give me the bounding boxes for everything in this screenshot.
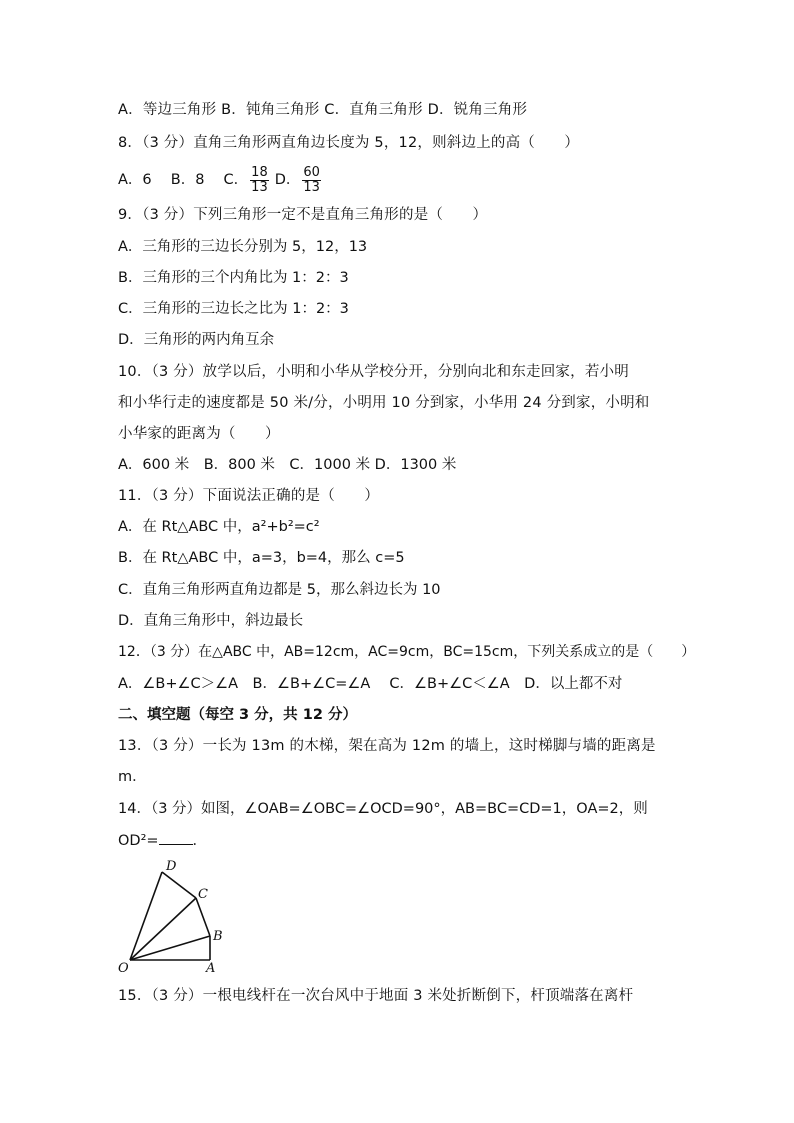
q8-options — [118, 162, 323, 198]
q11-stem: 11．（3 分）下面说法正确的是（ ） — [118, 488, 380, 504]
q9-option-c: C．三角形的三边长之比为 1：2：3 — [118, 301, 349, 317]
q11-option-c: C．直角三角形两直角边都是 5，那么斜边长为 10 — [118, 582, 441, 598]
point-d-label: D — [166, 859, 177, 874]
q11-option-a: A．在 Rt△ABC 中，a²+b²=c² — [118, 519, 320, 535]
q8-c-denominator: 13 — [251, 179, 268, 195]
q8-option-d-fraction — [302, 166, 321, 195]
q10-line1: 10．（3 分）放学以后，小明和小华从学校分开，分别向北和东走回家，若小明 — [118, 364, 629, 380]
point-o-label: O — [118, 961, 129, 976]
q15-line1: 15．（3 分）一根电线杆在一次台风中于地面 3 米处折断倒下，杆顶端落在离杆 — [118, 988, 634, 1004]
q9-option-d: D．三角形的两内角互余 — [118, 332, 275, 348]
q14-line2 — [118, 830, 207, 851]
q13-line2: m． — [118, 769, 147, 785]
segment-bc — [196, 898, 210, 936]
segment-cd — [162, 872, 196, 898]
q8-d-numerator: 60 — [303, 164, 320, 180]
q8-stem: 8．（3 分）直角三角形两直角边长度为 5，12，则斜边上的高（ ） — [118, 135, 580, 151]
q8-option-d-label: D． — [274, 172, 301, 188]
q12-options: A．∠B+∠C＞∠A B．∠B+∠C=∠A C．∠B+∠C＜∠A D．以上都不对 — [118, 676, 623, 692]
q11-option-b: B．在 Rt△ABC 中，a=3，b=4，那么 c=5 — [118, 550, 405, 566]
q11-option-d: D．直角三角形中，斜边最长 — [118, 613, 304, 629]
q14-od-label: OD²= — [118, 833, 159, 849]
q10-options: A．600 米 B．800 米 C．1000 米 D．1300 米 — [118, 457, 457, 473]
q10-line2: 和小华行走的速度都是 50 米/分，小明用 10 分到家，小华用 24 分到家，小明和 — [118, 395, 650, 411]
q13-line1: 13．（3 分）一长为 13m 的木梯，架在高为 12m 的墙上，这时梯脚与墙的距离是 — [118, 738, 656, 754]
q14-line1: 14．（3 分）如图，∠OAB=∠OBC=∠OCD=90°，AB=BC=CD=1，OA=2，则 — [118, 801, 648, 817]
q9-option-a: A．三角形的三边长分别为 5，12，13 — [118, 239, 368, 255]
q8-d-denominator: 13 — [303, 179, 320, 195]
q9-stem: 9．（3 分）下列三角形一定不是直角三角形的是（ ） — [118, 207, 488, 223]
point-b-label: B — [213, 929, 223, 944]
q7-options: A．等边三角形 B．钝角三角形 C．直角三角形 D．锐角三角形 — [118, 102, 528, 118]
q14-answer-blank — [159, 830, 193, 845]
q14-line2-end: ． — [192, 833, 208, 849]
point-a-label: A — [206, 961, 216, 976]
section2-title: 二、填空题（每空 3 分，共 12 分） — [118, 707, 357, 723]
segment-od — [130, 872, 162, 960]
q14-figure — [112, 852, 232, 980]
q9-option-b: B．三角形的三个内角比为 1：2：3 — [118, 270, 349, 286]
q8-options-ab: A．6 B．8 C． — [118, 172, 249, 188]
q10-line3: 小华家的距离为（ ） — [118, 426, 280, 442]
q8-c-numerator: 18 — [251, 164, 268, 180]
q8-option-c-fraction — [250, 166, 269, 195]
q12-stem: 12．（3 分）在△ABC 中，AB=12cm，AC=9cm，BC=15cm，下列关系成立的是（ ） — [118, 644, 696, 660]
point-c-label: C — [198, 887, 208, 902]
